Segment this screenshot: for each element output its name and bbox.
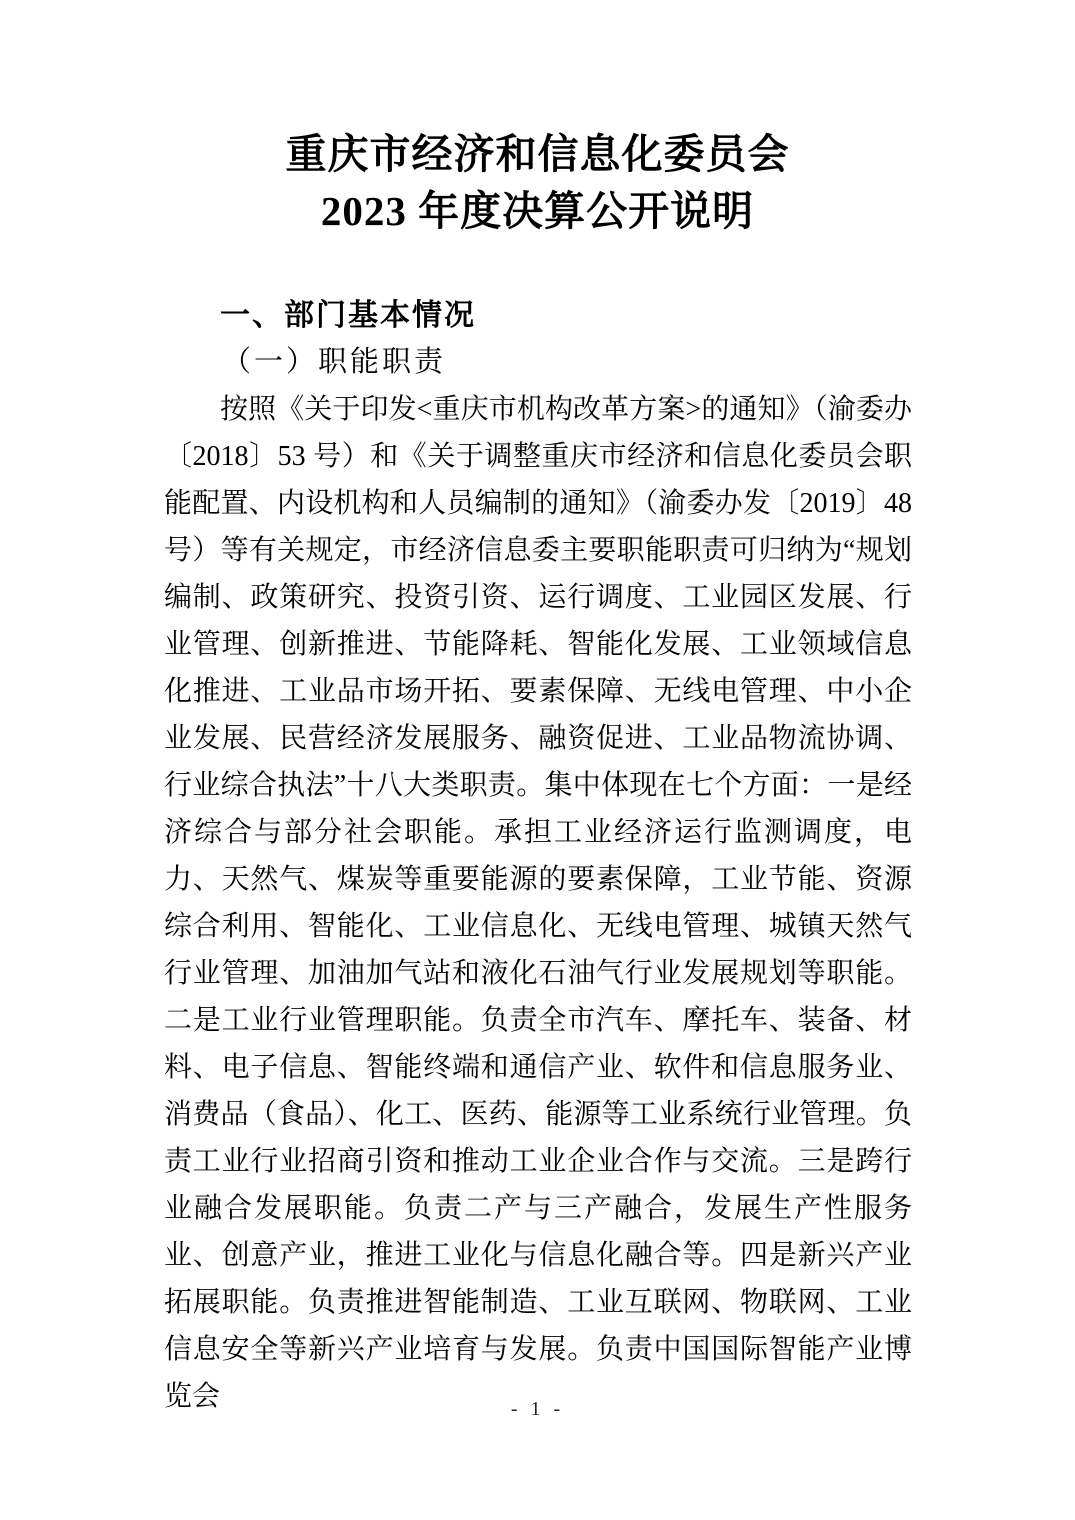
document-content [164,292,912,1420]
section-heading-basic-information: 一、部门基本情况 [220,299,476,332]
subsection-heading-functions-duties: （一）职能职责 [222,346,447,378]
document-title-line1: 重庆市经济和信息化委员会 [285,131,790,177]
document-title-line2: 2023 年度决算公开说明 [320,188,755,234]
page-number: - 1 - [510,1398,565,1420]
page-footer [0,1398,1075,1421]
document-title [0,0,1075,240]
body-paragraph-functions-duties: 按照《关于印发<重庆市机构改革方案>的通知》（渝委办〔2018〕53 号）和《关于调整重庆市经济和信息化委员会职能配置、内设机构和人员编制的通知》（渝委办发〔2019〕48 号）等有关规定，市经济信息委主要职能职责可归纳为“规划编制、政策研究、投资引资、运行调度、工业园区发展、行业管理、创新推进、节能降耗、智能化发展、工业领域信息化推进、工业品市场开拓、要素保障、无线电管理、中小企业发展、民营经济发展服务、融资促进、工业品物流协调、行业综合执法”十八大类职责。集中体现在七个方面：一是经济综合与部分社会职能。承担工业经济运行监测调度，电力、天然气、煤炭等重要能源的要素保障，工业节能、资源综合利用、智能化、工业信息化、无线电管理、城镇天然气行业管理、加油加气站和液化石油气行业发展规划等职能。二是工业行业管理职能。负责全市汽车、摩托车、装备、材料、电子信息、智能终端和通信产业、软件和信息服务业、消费品（食品）、化工、医药、能源等工业系统行业管理。负责工业行业招商引资和推动工业企业合作与交流。三是跨行业融合发展职能。负责二产与三产融合，发展生产性服务业、创意产业，推进工业化与信息化融合等。四是新兴产业拓展职能。负责推进智能制造、工业互联网、物联网、工业信息安全等新兴产业培育与发展。负责中国国际智能产业博览会 [164,394,912,1412]
